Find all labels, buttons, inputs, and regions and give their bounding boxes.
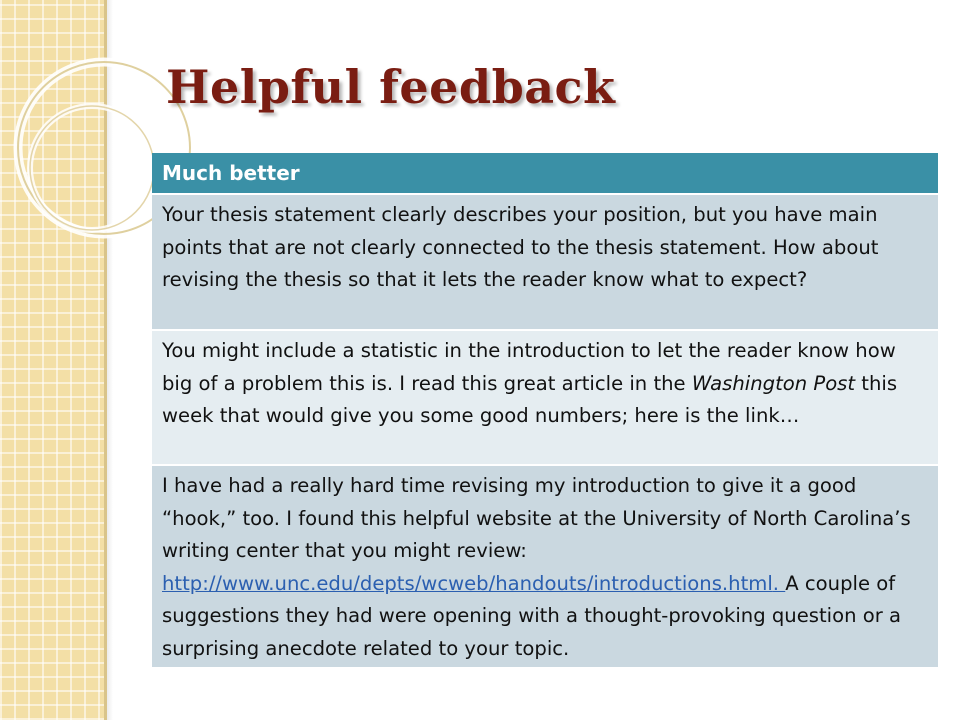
- row-text: Your thesis statement clearly describes your position, but you have main points that are not clearly connected to the thesis statement. How about revising the thesis so that it lets the reader know what to expect?: [162, 203, 879, 291]
- row-text: I have had a really hard time revising my introduction to give it a good “hook,” too. I found this helpful website at the University of North Carolina’s writing center that you might review:: [162, 474, 911, 562]
- unc-website-link[interactable]: http://www.unc.edu/depts/wcweb/handouts/introductions.html: [162, 571, 773, 595]
- table-row: [152, 331, 938, 466]
- unc-website-link-tail[interactable]: .: [772, 571, 786, 595]
- row-text-continued: A couple of suggestions they had were opening with a thought-provoking question or a surprising anecdote related to your topic.: [162, 571, 902, 660]
- newspaper-name: Washington Post: [691, 371, 856, 395]
- table-header: Much better: [152, 153, 938, 195]
- row-text: You might include a statistic in the introduction to let the reader know how big of a problem this is. I read this great article in the: [162, 339, 896, 395]
- slide-title: Helpful feedback: [166, 60, 616, 114]
- table-row: [152, 195, 938, 331]
- table-row: [152, 466, 938, 669]
- row-text-continued: this week that would give you some good numbers; here is the link…: [162, 371, 898, 427]
- feedback-table: [152, 153, 938, 669]
